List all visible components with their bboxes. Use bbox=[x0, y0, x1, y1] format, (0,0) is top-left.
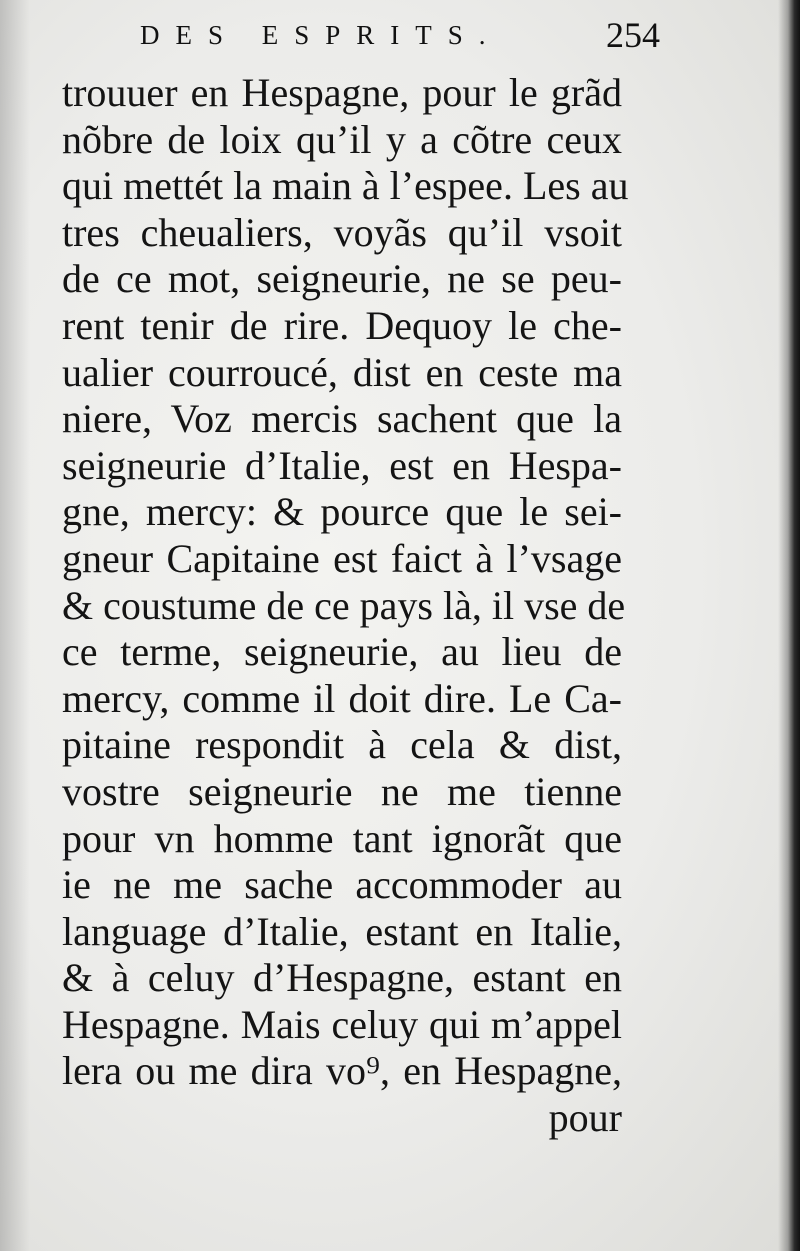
text-line: pour vn homme tant ignorãt que bbox=[62, 815, 622, 861]
text-line: gneur Capitaine est faict à l’vsage bbox=[62, 535, 622, 581]
catchword: pour bbox=[548, 1095, 622, 1141]
text-line: niere, Voz mercis sachent que la bbox=[62, 396, 622, 442]
text-line: pitaine respondit à cela & dist, bbox=[62, 722, 622, 768]
text-line: mercy, comme il doit dire. Le Ca- bbox=[62, 675, 622, 721]
text-line: lera ou me dira vo⁹, en Hespagne, bbox=[62, 1048, 622, 1094]
text-line: & coustume de ce pays là, il vse de bbox=[62, 582, 626, 628]
text-line: qui mettét la main à l’espee. Les au bbox=[62, 163, 629, 209]
text-line: vostre seigneurie ne me tienne bbox=[62, 768, 622, 814]
binding-edge bbox=[778, 0, 800, 1251]
text-line: trouuer en Hespagne, pour le grãd bbox=[62, 70, 622, 115]
page-number: 254 bbox=[606, 15, 660, 55]
text-line: seigneurie d’Italie, est en Hespa- bbox=[62, 442, 622, 488]
running-title: DES ESPRITS. bbox=[140, 20, 502, 50]
text-line: gne, mercy: & pource que le sei- bbox=[62, 489, 622, 535]
text-line: & à celuy d’Hespagne, estant en bbox=[62, 955, 622, 1001]
text-line: ualier courroucé, dist en ceste ma bbox=[62, 349, 622, 395]
text-line: nõbre de loix qu’il y a cõtre ceux bbox=[62, 116, 622, 162]
text-line: de ce mot, seigneurie, ne se peu- bbox=[62, 256, 622, 302]
text-line: language d’Italie, estant en Italie, bbox=[62, 908, 622, 954]
text-line: tres cheualiers, voyãs qu’il vsoit bbox=[62, 209, 622, 255]
text-line: Hespagne. Mais celuy qui m’appel bbox=[62, 1001, 622, 1047]
page-left-shadow bbox=[0, 0, 30, 1251]
body-text bbox=[62, 70, 629, 1142]
text-line: ie ne me sache accommoder au bbox=[62, 862, 622, 908]
text-line: ce terme, seigneurie, au lieu de bbox=[62, 629, 622, 675]
page-header bbox=[140, 14, 660, 58]
text-line: rent tenir de rire. Dequoy le che- bbox=[62, 302, 622, 348]
